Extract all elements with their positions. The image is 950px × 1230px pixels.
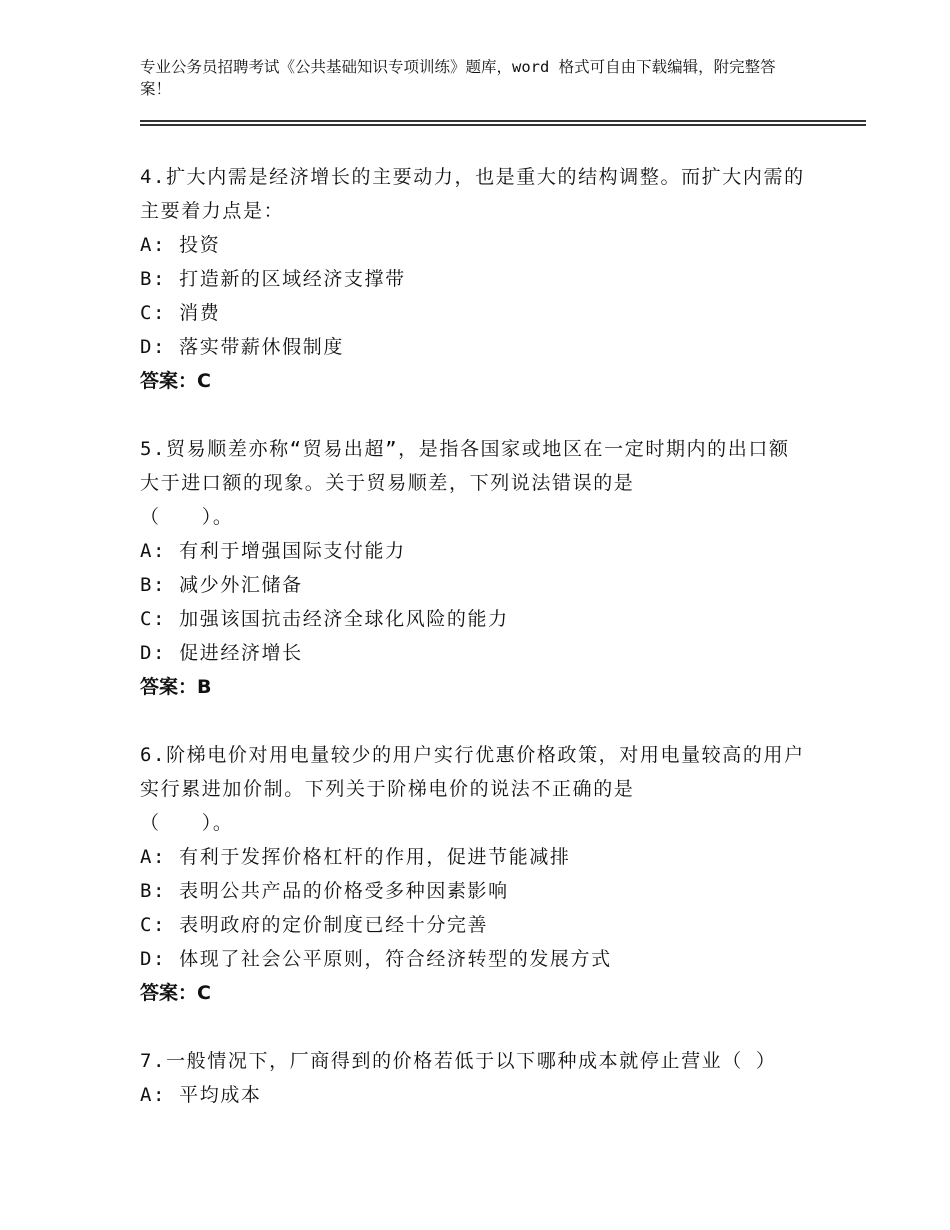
question-stem: 6.阶梯电价对用电量较少的用户实行优惠价格政策，对用电量较高的用户实行累进加价制。下列关于阶梯电价的说法不正确的是 bbox=[140, 744, 805, 800]
answer-label: 答案：C bbox=[140, 982, 211, 1004]
option-b: B: 打造新的区域经济支撑带 bbox=[140, 268, 406, 290]
option-a: A: 有利于增强国际支付能力 bbox=[140, 540, 406, 562]
option-d: D: 落实带薪休假制度 bbox=[140, 336, 344, 358]
option-c: C: 表明政府的定价制度已经十分完善 bbox=[140, 914, 489, 936]
question-7 bbox=[140, 1044, 810, 1112]
option-a: A: 有利于发挥价格杠杆的作用，促进节能减排 bbox=[140, 846, 571, 868]
option-c: C: 消费 bbox=[140, 302, 221, 324]
option-d: D: 体现了社会公平原则，符合经济转型的发展方式 bbox=[140, 948, 612, 970]
question-text bbox=[140, 432, 810, 534]
option-a: A: 投资 bbox=[140, 234, 221, 256]
question-text: 4.扩大内需是经济增长的主要动力，也是重大的结构调整。而扩大内需的主要着力点是： bbox=[140, 166, 805, 222]
question-text: 7.一般情况下，厂商得到的价格若低于以下哪种成本就停止营业（ ） bbox=[140, 1050, 777, 1072]
option-d: D: 促进经济增长 bbox=[140, 642, 303, 664]
answer-blank: （ ）。 bbox=[140, 506, 234, 528]
question-text bbox=[140, 738, 810, 840]
option-b: B: 表明公共产品的价格受多种因素影响 bbox=[140, 880, 509, 902]
answer-label: 答案：B bbox=[140, 676, 212, 698]
question-4 bbox=[140, 160, 810, 398]
option-c: C: 加强该国抗击经济全球化风险的能力 bbox=[140, 608, 509, 630]
document-header: 专业公务员招聘考试《公共基础知识专项训练》题库，word 格式可自由下载编辑，附完整答案！ bbox=[140, 58, 776, 98]
option-b: B: 减少外汇储备 bbox=[140, 574, 303, 596]
answer-blank: （ ）。 bbox=[140, 812, 234, 834]
header-divider-top bbox=[140, 120, 866, 122]
question-list bbox=[140, 160, 810, 1146]
question-stem: 5.贸易顺差亦称“贸易出超”，是指各国家或地区在一定时期内的出口额大于进口额的现象。关于贸易顺差，下列说法错误的是 bbox=[140, 438, 790, 494]
header-divider-bottom bbox=[140, 124, 866, 126]
answer-label: 答案：C bbox=[140, 370, 211, 392]
option-a: A: 平均成本 bbox=[140, 1084, 262, 1106]
question-6 bbox=[140, 738, 810, 1010]
question-5 bbox=[140, 432, 810, 704]
